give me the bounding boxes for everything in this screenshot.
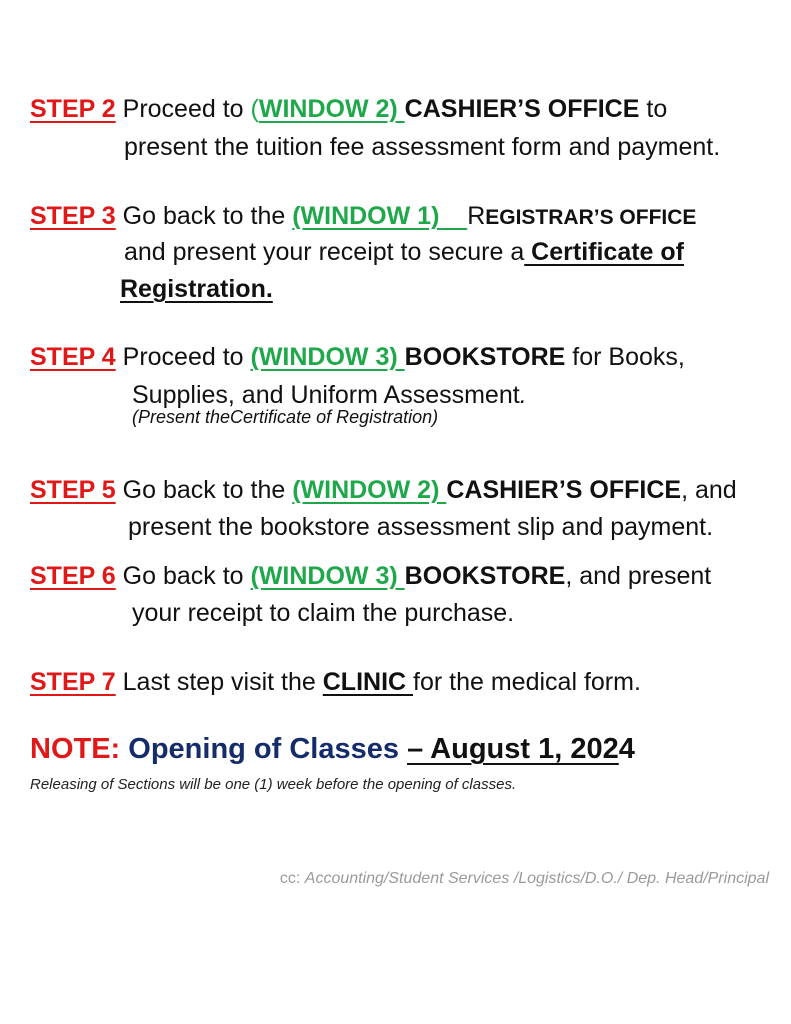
step-4-line-2-text: Supplies, and Uniform Assessment: [132, 381, 520, 409]
step-6-window: (WINDOW 3): [250, 562, 405, 590]
note-label: NOTE:: [30, 733, 121, 765]
step-4-window: (WINDOW 3): [250, 343, 405, 371]
step-2-paren: (: [250, 95, 259, 123]
step-5-text: Go back to the: [115, 476, 293, 504]
release-note: Releasing of Sections will be one (1) week before the opening of classes.: [30, 776, 517, 793]
step-6-office: BOOKSTORE: [404, 562, 566, 590]
step-2-window: WINDOW 2): [258, 95, 405, 123]
cc-prefix: cc:: [279, 870, 305, 887]
step-5-window: (WINDOW 2): [292, 476, 447, 504]
step-3-text: Go back to the: [115, 202, 293, 230]
step-3-line-2-text: and present your receipt to secure a: [124, 238, 525, 266]
step-5-label: STEP 5: [30, 476, 116, 504]
step-7-text: Last step visit the: [115, 668, 323, 696]
step-3-line-1: [30, 201, 696, 233]
step-7-clinic: CLINIC: [322, 668, 414, 696]
step-2-line-1: [30, 94, 667, 124]
step-4-note: (Present theCertificate of Registration): [132, 407, 439, 427]
step-2-office: CASHIER’S OFFICE: [404, 95, 640, 123]
step-3-office-initial: R: [467, 202, 486, 230]
step-3-registration: Registration.: [120, 275, 273, 303]
step-5-line-2: present the bookstore assessment slip and payment.: [128, 513, 714, 541]
step-7-line-1: [30, 667, 641, 697]
step-2-text-end: to: [639, 95, 668, 123]
step-4-text: Proceed to: [115, 343, 251, 371]
note-line: [30, 732, 635, 766]
step-6-text-end: , and present: [565, 562, 712, 590]
step-2-line-2: present the tuition fee assessment form and payment.: [124, 133, 721, 161]
step-2-text: Proceed to: [115, 95, 251, 123]
step-3-certificate: Certificate of: [524, 238, 684, 266]
note-date-end: 4: [618, 733, 635, 765]
step-5-line-1: [30, 475, 737, 505]
step-6-line-2: your receipt to claim the purchase.: [132, 599, 515, 627]
step-7-label: STEP 7: [30, 668, 116, 696]
step-3-label: STEP 3: [30, 202, 116, 230]
step-6-label: STEP 6: [30, 562, 116, 590]
step-4-line-2-period: .: [519, 381, 527, 409]
step-2-label: STEP 2: [30, 95, 116, 123]
step-4-text-end: for Books,: [565, 343, 685, 371]
step-3-window: (WINDOW 1): [292, 202, 468, 230]
step-5-office: CASHIER’S OFFICE: [446, 476, 682, 504]
cc-list: Accounting/Student Services /Logistics/D.O./ Dep. Head/Principal: [304, 870, 769, 887]
step-3-line-2: [124, 237, 684, 267]
note-date: – August 1, 202: [407, 733, 619, 765]
step-5-text-end: , and: [681, 476, 737, 504]
step-6-line-1: [30, 561, 711, 591]
step-4-line-1: [30, 342, 685, 372]
step-4-label: STEP 4: [30, 343, 116, 371]
step-7-text-end: for the medical form.: [413, 668, 641, 696]
step-6-text: Go back to: [115, 562, 251, 590]
cc-line: [280, 869, 769, 889]
step-3-office: EGISTRAR’S OFFICE: [485, 206, 697, 229]
step-4-office: BOOKSTORE: [404, 343, 566, 371]
note-title: Opening of Classes: [120, 733, 408, 765]
